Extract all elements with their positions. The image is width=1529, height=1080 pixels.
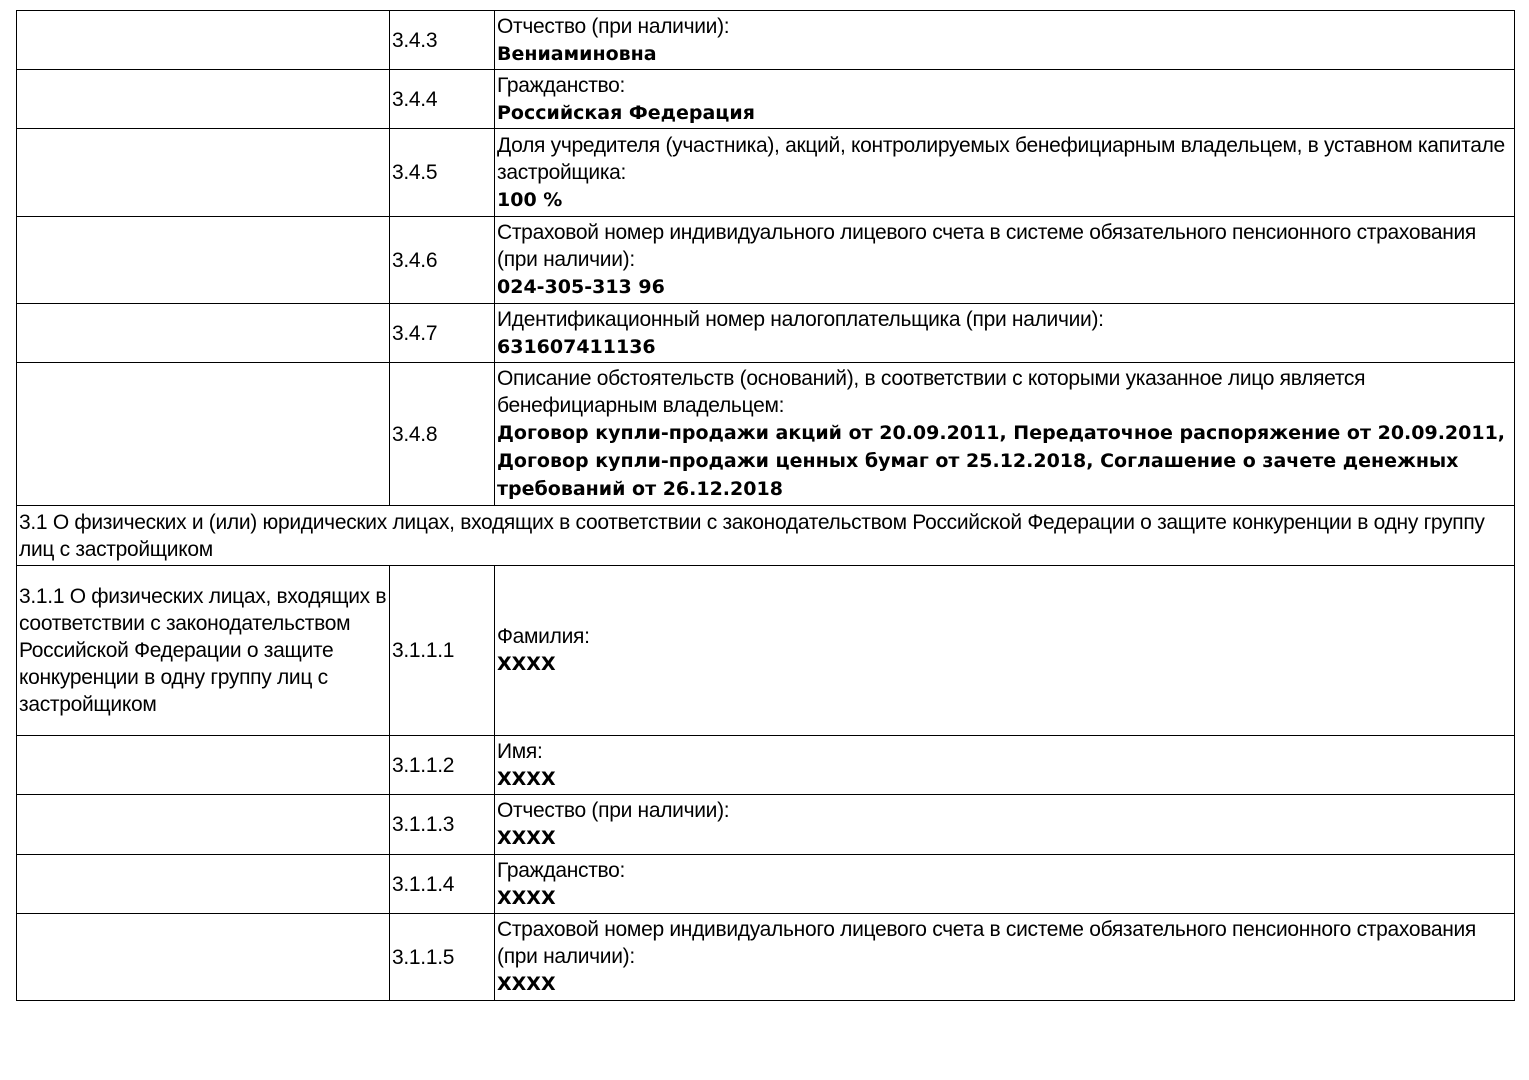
field-value: XXXX [497, 767, 556, 790]
row-number: 3.1.1.4 [390, 855, 495, 914]
field-value: Вениаминовна [497, 42, 657, 65]
row-number: 3.4.4 [390, 70, 495, 129]
table-row [17, 70, 1515, 129]
table-row [17, 855, 1515, 914]
field-label: Имя: [497, 739, 543, 763]
field-value: XXXX [497, 827, 556, 849]
field-label: Гражданство: [497, 73, 626, 97]
row-number: 3.1.1.3 [390, 795, 495, 855]
document-table [16, 10, 1515, 1001]
field-label: Страховой номер индивидуального лицевого счета в системе обязательного пенсионного страхования (при наличии): [497, 221, 1476, 271]
table-row [17, 363, 1515, 506]
row-number: 3.1.1.5 [390, 914, 495, 1001]
table-row [17, 795, 1515, 855]
row-number: 3.1.1.2 [390, 736, 495, 795]
row-number: 3.4.8 [390, 363, 495, 506]
table-row [17, 217, 1515, 304]
row-number: 3.1.1.1 [390, 566, 495, 736]
table-row [17, 304, 1515, 363]
field-value: XXXX [497, 886, 556, 909]
field-label: Идентификационный номер налогоплательщика (при наличии): [497, 307, 1104, 331]
table-row [17, 129, 1515, 217]
table-row [17, 914, 1515, 1001]
subsection-heading: 3.1.1 О физических лицах, входящих в соответствии с законодательством Российской Федерации о защите конкуренции в одну группу лиц с застройщиком [17, 566, 390, 736]
field-value: XXXX [497, 973, 556, 995]
field-label: Отчество (при наличии): [497, 799, 730, 822]
field-label: Отчество (при наличии): [497, 14, 730, 38]
field-value: 100 % [497, 188, 563, 211]
row-number: 3.4.5 [390, 129, 495, 217]
field-value: Договор купли-продажи акций от 20.09.2011, Передаточное распоряжение от 20.09.2011, Договор купли-продажи ценных бумаг от 25.12.2018, Соглашение о зачете денежных требований от 26.12.2018 [497, 422, 1506, 500]
row-number: 3.4.7 [390, 304, 495, 363]
field-value: 024-305-313 96 [497, 276, 665, 298]
row-number: 3.4.6 [390, 217, 495, 304]
field-value: 631607411136 [497, 335, 656, 358]
field-label: Гражданство: [497, 858, 626, 882]
section-row [17, 506, 1515, 566]
field-value: XXXX [497, 653, 556, 675]
field-label: Описание обстоятельств (оснований), в соответствии с которыми указанное лицо является бенефициарным владельцем: [497, 367, 1366, 417]
row-number: 3.4.3 [390, 11, 495, 70]
table-row [17, 11, 1515, 70]
table-row [17, 566, 1515, 736]
table-row [17, 736, 1515, 795]
field-value: Российская Федерация [497, 101, 755, 124]
section-heading: 3.1 О физических и (или) юридических лицах, входящих в соответствии с законодательством Российской Федерации о защите конкуренции в одну группу лиц с застройщиком [17, 506, 1515, 566]
field-label: Доля учредителя (участника), акций, контролируемых бенефициарным владельцем, в уставном капитале застройщика: [497, 133, 1505, 184]
field-label: Фамилия: [497, 625, 590, 648]
field-label: Страховой номер индивидуального лицевого счета в системе обязательного пенсионного страхования (при наличии): [497, 918, 1476, 968]
